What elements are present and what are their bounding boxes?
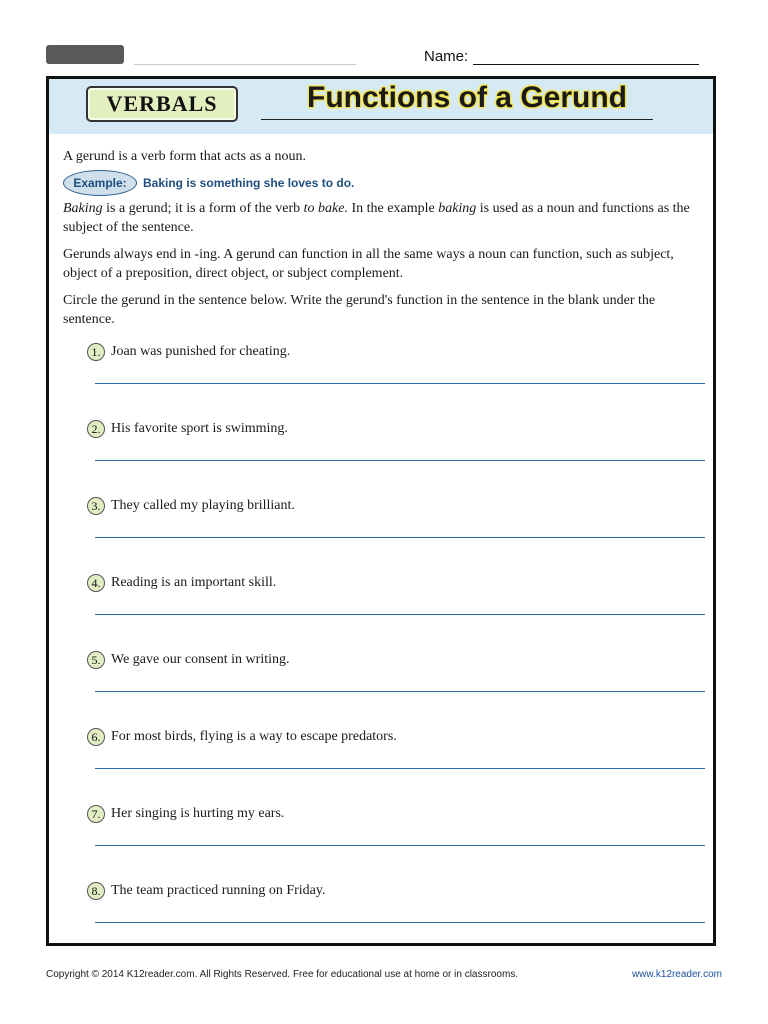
worksheet-title: Functions of a Gerund <box>307 81 627 114</box>
name-blank-line[interactable] <box>473 48 699 65</box>
question-7 <box>87 803 284 825</box>
redacted-label-bar <box>46 45 124 64</box>
gerund-definition: A gerund is a verb form that acts as a noun. <box>63 149 306 164</box>
example-sentence: Baking is something she loves to do. <box>143 175 355 190</box>
question-number: 5. <box>87 651 105 669</box>
question-2 <box>87 418 288 440</box>
question-number: 3. <box>87 497 105 515</box>
question-number: 7. <box>87 805 105 823</box>
explanation-text-3: is used as a noun and functions as the subject of the sentence. <box>63 201 690 235</box>
question-sentence: His favorite sport is swimming. <box>111 421 288 436</box>
example-explanation <box>63 199 703 237</box>
gerund-word-2: baking <box>438 201 477 216</box>
example-row <box>63 169 354 197</box>
answer-blank-line[interactable] <box>95 537 705 538</box>
question-number: 2. <box>87 420 105 438</box>
answer-blank-line[interactable] <box>95 768 705 769</box>
question-1 <box>87 341 290 363</box>
question-5 <box>87 649 290 671</box>
question-sentence: For most birds, flying is a way to escape predators. <box>111 729 397 744</box>
website-link[interactable]: www.k12reader.com <box>631 969 722 980</box>
question-number: 1. <box>87 343 105 361</box>
example-label: Example: <box>63 170 137 196</box>
question-sentence: We gave our consent in writing. <box>111 652 290 667</box>
title-underline <box>261 119 653 120</box>
copyright-notice: Copyright © 2014 K12reader.com. All Rights Reserved. Free for educational use at home or in classrooms. <box>46 969 519 980</box>
gerund-rule: Gerunds always end in -ing. A gerund can function in all the same ways a noun can function, such as subject, object of a preposition, direct object, or subject complement. <box>63 247 674 281</box>
answer-blank-line[interactable] <box>95 383 705 384</box>
question-3 <box>87 495 295 517</box>
question-sentence: Reading is an important skill. <box>111 575 277 590</box>
explanation-text-2: In the example <box>348 201 439 216</box>
question-sentence: Her singing is hurting my ears. <box>111 806 285 821</box>
worksheet-frame <box>46 76 716 946</box>
explanation-text-1: is a gerund; it is a form of the verb <box>102 201 304 216</box>
verbals-badge: VERBALS <box>86 86 238 122</box>
question-sentence: Joan was punished for cheating. <box>111 344 291 359</box>
redacted-underline <box>134 64 356 65</box>
question-8 <box>87 880 325 902</box>
question-sentence: They called my playing brilliant. <box>111 498 295 513</box>
answer-blank-line[interactable] <box>95 691 705 692</box>
question-number: 8. <box>87 882 105 900</box>
instructions: Circle the gerund in the sentence below. Write the gerund's function in the sentence in the blank under the sentence. <box>63 293 656 327</box>
question-number: 4. <box>87 574 105 592</box>
header-band <box>49 79 713 134</box>
verb-word: to bake. <box>303 201 348 216</box>
name-label: Name: <box>424 48 469 65</box>
name-field-row <box>424 43 699 65</box>
question-6 <box>87 726 397 748</box>
answer-blank-line[interactable] <box>95 922 705 923</box>
question-4 <box>87 572 276 594</box>
answer-blank-line[interactable] <box>95 845 705 846</box>
gerund-word: Baking <box>63 201 103 216</box>
question-number: 6. <box>87 728 105 746</box>
answer-blank-line[interactable] <box>95 614 705 615</box>
answer-blank-line[interactable] <box>95 460 705 461</box>
question-sentence: The team practiced running on Friday. <box>111 883 326 898</box>
